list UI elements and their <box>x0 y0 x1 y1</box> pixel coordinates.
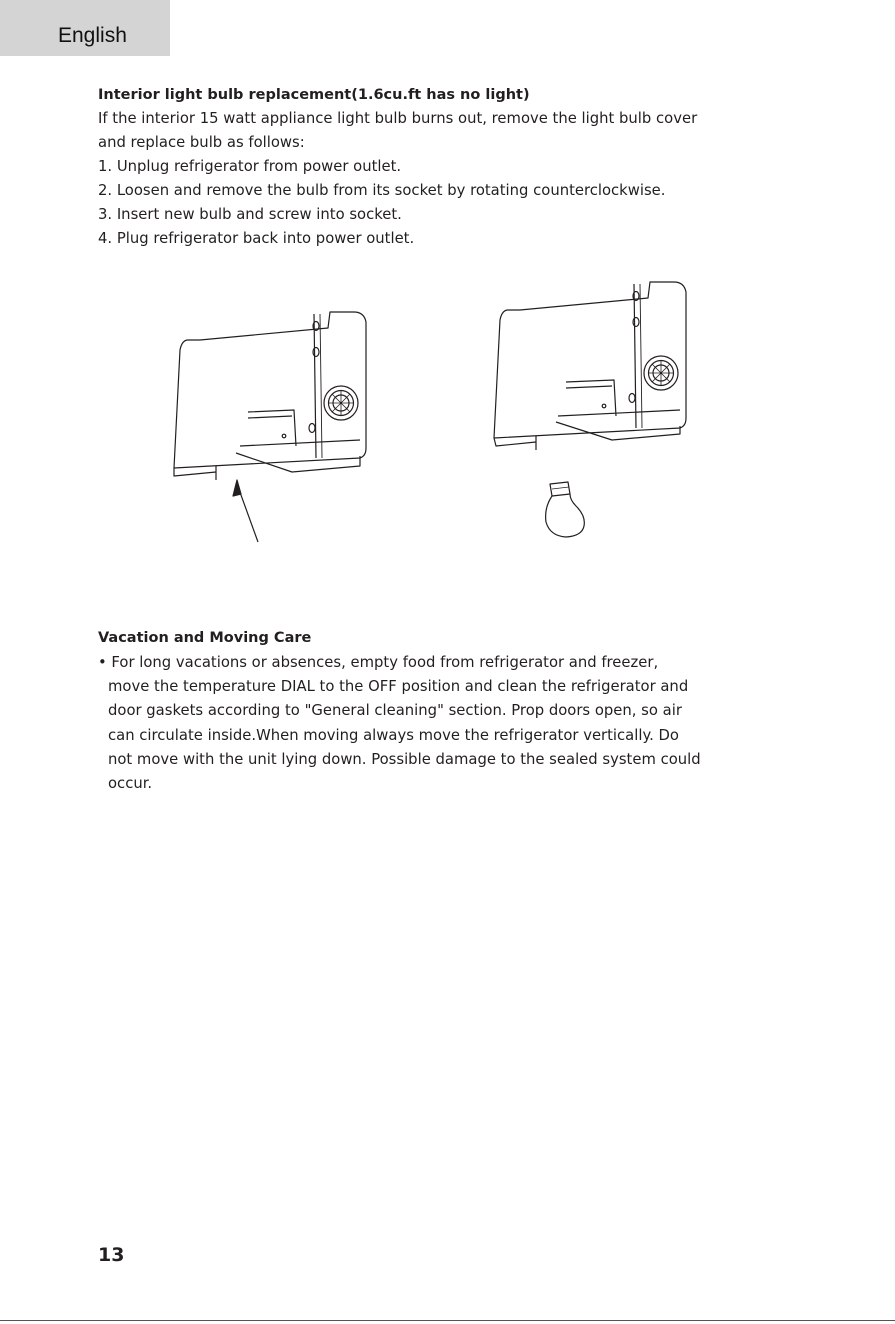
cover-pointer-arrow <box>233 480 258 542</box>
light-bulb-icon <box>546 482 585 537</box>
vacation-line-3: door gaskets according to "General cleaning" section. Prop doors open, so air <box>108 702 682 720</box>
bulb-step-2: 2. Loosen and remove the bulb from its socket by rotating counterclockwise. <box>98 182 666 199</box>
vacation-line-2: move the temperature DIAL to the OFF position and clean the refrigerator and <box>108 678 689 696</box>
bulb-replacement-section <box>98 84 798 251</box>
vacation-section-title: Vacation and Moving Care <box>98 630 312 646</box>
vacation-moving-section <box>98 627 798 796</box>
bulb-section-title: Interior light bulb replacement(1.6cu.ft has no light) <box>98 87 530 103</box>
page-number: 13 <box>98 1244 125 1266</box>
bulb-intro-line-1: If the interior 15 watt appliance light bulb burns out, remove the light bulb cover <box>98 110 698 127</box>
light-housing-cover-removed <box>494 282 686 450</box>
vacation-line-1: • For long vacations or absences, empty food from refrigerator and freezer, <box>98 654 659 671</box>
bulb-replacement-illustration <box>160 270 720 560</box>
bulb-step-3: 3. Insert new bulb and screw into socket. <box>98 206 402 223</box>
language-label: English <box>58 24 127 47</box>
vacation-line-5: not move with the unit lying down. Possible damage to the sealed system could <box>108 750 701 768</box>
page-bottom-rule <box>0 1320 895 1321</box>
bulb-step-4: 4. Plug refrigerator back into power outlet. <box>98 230 415 247</box>
bulb-step-1: 1. Unplug refrigerator from power outlet. <box>98 158 402 175</box>
fan-grille-icon <box>644 356 678 390</box>
vacation-line-4: can circulate inside.When moving always move the refrigerator vertically. Do <box>108 726 679 744</box>
bulb-intro-line-2: and replace bulb as follows: <box>98 134 305 151</box>
vacation-line-6: occur. <box>108 775 153 793</box>
light-housing-with-cover <box>174 312 366 480</box>
fan-grille-icon <box>324 386 358 420</box>
language-tab <box>0 0 170 56</box>
